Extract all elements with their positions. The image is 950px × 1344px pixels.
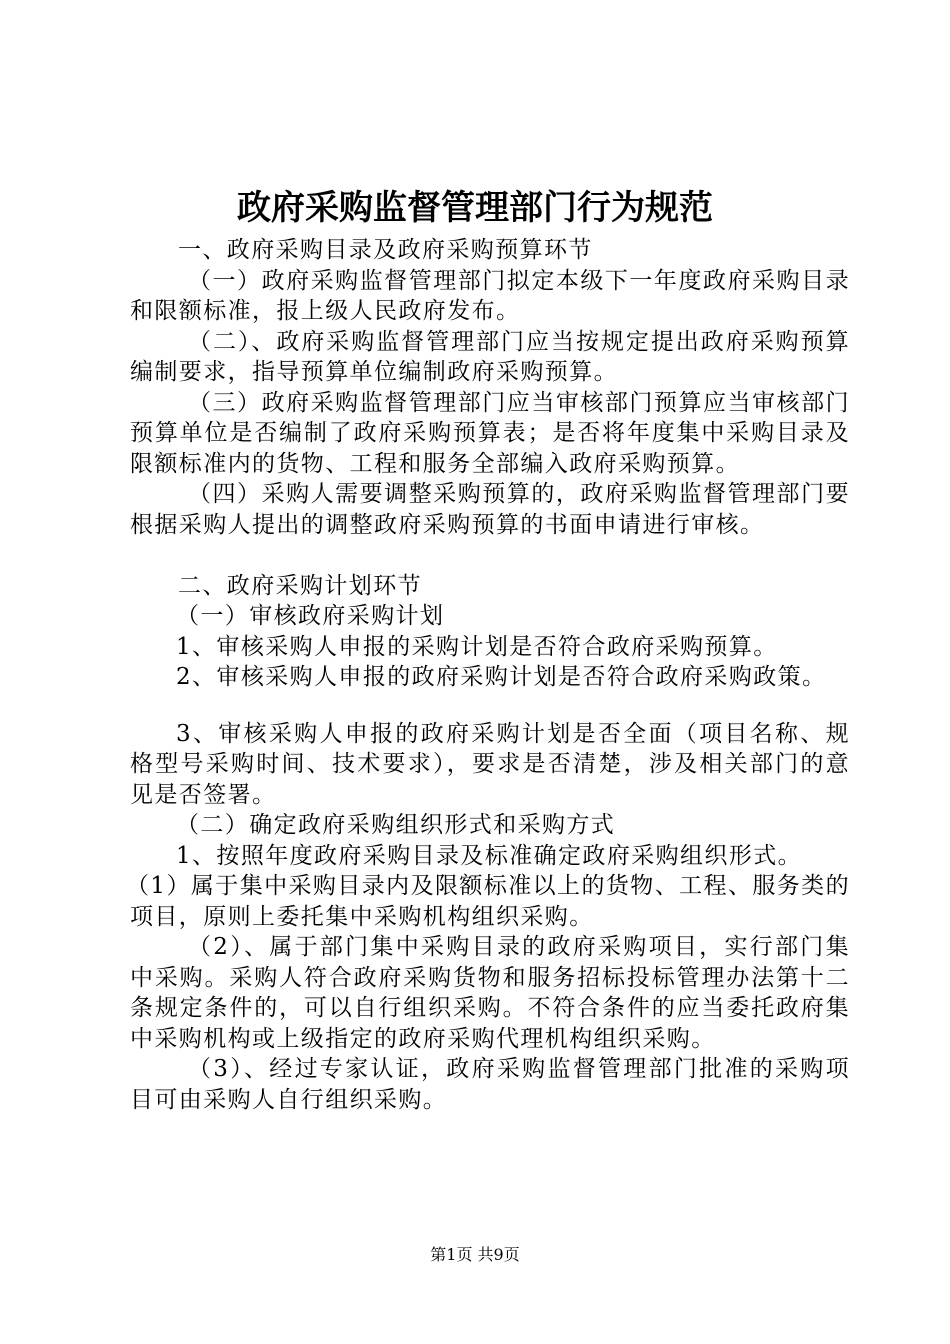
subsection-heading: （一）审核政府采购计划: [176, 603, 445, 629]
paragraph: （1）属于集中采购目录内及限额标准以上的货物、工程、服务类的项目，原则上委托集中采购机构组织采购。: [126, 873, 850, 930]
subsection-heading: （二）确定政府采购组织形式和采购方式: [176, 812, 616, 838]
document-body: [126, 235, 850, 1115]
document-title: 政府采购监督管理部门行为规范: [237, 188, 713, 228]
blank-line: [130, 693, 850, 719]
paragraph: 1、按照年度政府采购目录及标准确定政府采购组织形式。: [176, 842, 803, 869]
page-footer: 第1页 共9页: [430, 1245, 520, 1264]
blank-line: [130, 540, 850, 571]
paragraph: 3、审核采购人申报的政府采购计划是否全面（项目名称、规格型号采购时间、技术要求），要求是否清楚，涉及相关部门的意见是否签署。: [130, 720, 850, 808]
paragraph: （2）、属于部门集中采购目录的政府采购项目，实行部门集中采购。采购人符合政府采购货物和服务招标投标管理办法第十二条规定条件的，可以自行组织采购。不符合条件的应当委托政府集中采购机构或上级指定的政府采购代理机构组织采购。: [130, 934, 850, 1052]
paragraph: （3）、经过专家认证，政府采购监督管理部门批准的采购项目可由采购人自行组织采购。: [130, 1056, 850, 1113]
paragraph: 1、审核采购人申报的采购计划是否符合政府采购预算。: [176, 633, 778, 660]
section-heading-2: 二、政府采购计划环节: [178, 572, 422, 599]
section-heading-1: 一、政府采购目录及政府采购预算环节: [178, 237, 593, 263]
paragraph: （二）、政府采购监督管理部门应当按规定提出政府采购预算编制要求，指导预算单位编制政府采购预算。: [130, 328, 850, 385]
paragraph: （四）采购人需要调整采购预算的，政府采购监督管理部门要根据采购人提出的调整政府采购预算的书面申请进行审核。: [130, 481, 850, 538]
paragraph: （一）政府采购监督管理部门拟定本级下一年度政府采购目录和限额标准，报上级人民政府发布。: [130, 267, 850, 324]
paragraph: 2、审核采购人申报的政府采购计划是否符合政府采购政策。: [176, 664, 827, 690]
paragraph: （三）政府采购监督管理部门应当审核部门预算应当审核部门预算单位是否编制了政府采购预算表；是否将年度集中采购目录及限额标准内的货物、工程和服务全部编入政府采购预算。: [130, 389, 850, 477]
